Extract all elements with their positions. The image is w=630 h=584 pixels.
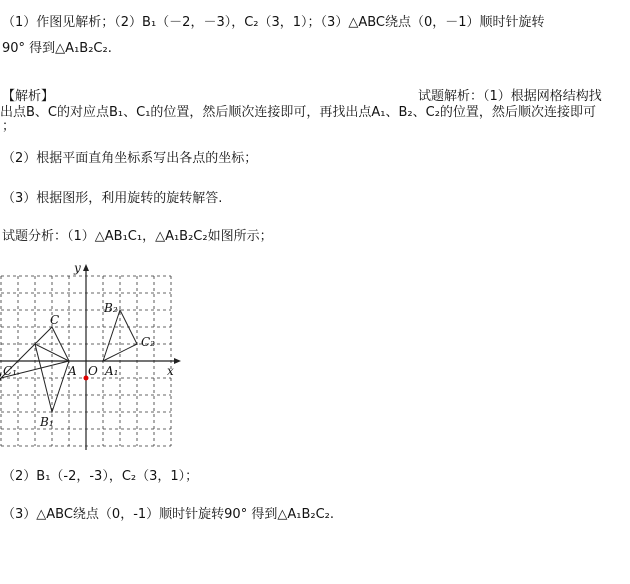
analysis-line-3: ； xyxy=(2,119,16,134)
answer-line-2: 90° 得到△A₁B₂C₂. xyxy=(2,41,112,56)
figure-labels xyxy=(0,261,174,429)
label-A: A xyxy=(68,364,77,378)
analysis-summary: 试题分析：（1）△AB₁C₁，△A₁B₂C₂如图所示； xyxy=(2,229,273,244)
analysis-right-text: 试题解析：（1）根据网格结构找 xyxy=(418,89,602,104)
label-B2: B₂ xyxy=(104,301,118,315)
label-B1: B₁ xyxy=(40,415,54,429)
y-axis-arrow xyxy=(83,264,89,271)
analysis-item-3: （3）根据图形，利用旋转的旋转解答. xyxy=(2,191,223,206)
label-A1: A₁ xyxy=(105,364,119,378)
label-y-axis: y xyxy=(74,261,81,275)
analysis-heading: 【解析】 xyxy=(2,89,55,104)
footer-line-1: （2）B₁（-2，-3），C₂（3，1）； xyxy=(2,469,199,484)
answer-line-1: （1）作图见解析；（2）B₁（－2，－3），C₂（3，1）；（3）△ABC绕点（0，－1）顺时针旋转 xyxy=(2,15,545,30)
footer-line-2: （3）△ABC绕点（0，-1）顺时针旋转90° 得到△A₁B₂C₂. xyxy=(2,507,334,522)
label-x-axis: x xyxy=(167,364,174,378)
label-C2: C₂ xyxy=(141,335,155,349)
label-origin: O xyxy=(88,364,98,378)
analysis-item-2: （2）根据平面直角坐标系写出各点的坐标； xyxy=(2,151,258,166)
label-C1: C₁ xyxy=(3,364,17,378)
x-axis-arrow xyxy=(174,358,181,364)
triangle-A1B2C2 xyxy=(103,310,137,361)
label-B xyxy=(0,371,2,385)
analysis-line-2: 出点B、C的对应点B₁、C₁的位置，然后顺次连接即可，再找出点A₁、B₂、C₂的位置，然后顺次连接即可 xyxy=(0,105,596,120)
label-C: C xyxy=(50,313,60,327)
coordinate-figure xyxy=(0,258,190,448)
